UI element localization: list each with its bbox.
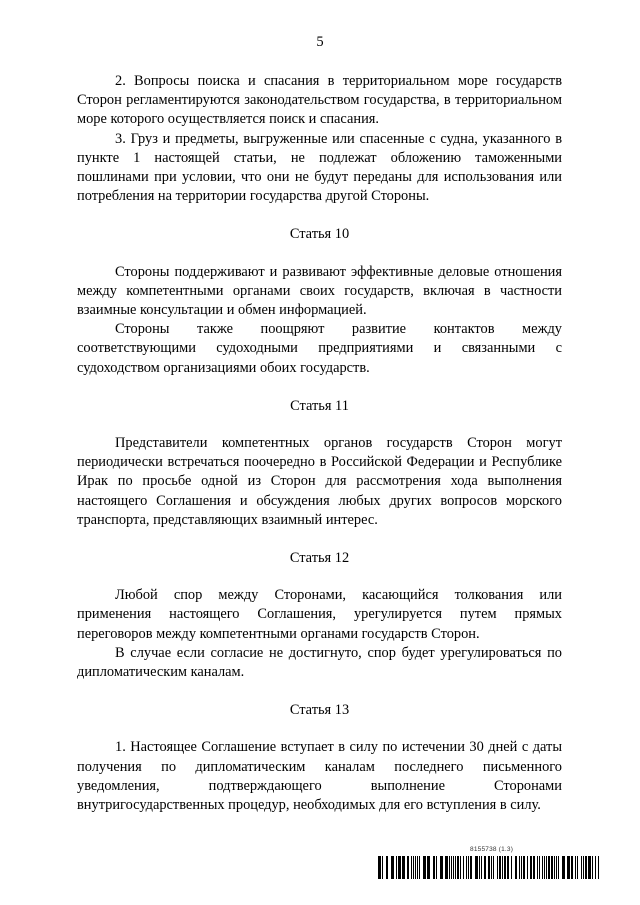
barcode-bar [457,856,459,879]
barcode-bar [468,856,469,879]
barcode-bar [470,856,472,879]
barcode-bar [558,856,559,879]
barcode-bar [548,856,550,879]
barcode-bar [539,856,540,879]
barcode-bar [542,856,543,879]
article-heading-13: Статья 13 [289,702,350,719]
article-heading-11: Статья 11 [290,397,349,414]
barcode-bar [382,856,383,879]
barcode-bar [571,856,573,879]
barcode-bar [475,856,478,879]
barcode-bar [554,856,555,879]
barcode-bar [511,856,512,879]
barcode-bar [515,856,517,879]
barcode-bar [519,856,520,879]
barcode-bar [427,856,430,879]
paragraph-article9-item3: 3. Груз и предметы, выгруженные или спасенные с судна, указанного в пункте 1 настоящей статьи, не подлежат обложению таможенными пошлинами при условии, что они не будут переданы для использования или потребления на территории государства другой Стороны. [77,130,562,205]
barcode-bar [463,856,464,879]
barcode-bar [391,856,394,879]
barcode-bar [440,856,443,879]
paragraph-article12-1: Любой спор между Сторонами, касающийся толкования или применения настоящего Соглашения, урегулируется путем прямых переговоров между компетентными органами государств Сторон. [77,587,562,642]
barcode-bar [527,856,528,879]
barcode-bar [551,856,553,879]
barcode-bar [493,856,494,879]
barcode-bar [423,856,426,879]
barcode-bar [530,856,532,879]
barcode-bar [592,856,593,879]
barcode-bar [455,856,456,879]
barcode-bar [413,856,414,879]
barcode-bar [546,856,547,879]
barcode-bar [562,856,565,879]
barcode-bar [556,856,557,879]
barcode-bar [453,856,454,879]
barcode-bar [537,856,538,879]
barcode-bar [407,856,409,879]
paragraph-article13-item1: 1. Настоящее Соглашение вступает в силу по истечении 30 дней с даты получения по дипломатическим каналам последнего письменного уведомления, подтверждающего выполнение Сторонами внутригосударственных процедур, необходимых для его вступления в силу. [77,739,562,814]
barcode-bar [521,856,522,879]
barcode-bar [386,856,388,879]
barcode-bar [466,856,467,879]
barcode-bar [436,856,437,879]
barcode-bar [585,856,587,879]
barcode-image [378,856,601,879]
barcode-bar [598,856,599,879]
document-code: 8155738 (1.3) [470,846,514,853]
barcode-bar [433,856,435,879]
paragraph-article11-1: Представители компетентных органов государств Сторон могут периодически встречаться поочередно в Российской Федерации и Республике Ирак по просьбе одной из Сторон для рассмотрения хода выполнения настоящего Соглашения и обсуждения любых других вопросов морского транспорта, представляющих взаимный интерес. [77,435,562,528]
barcode-bar [497,856,498,879]
barcode-bar [396,856,397,879]
barcode-bar [417,856,418,879]
barcode-bar [577,856,578,879]
barcode-bar [523,856,525,879]
barcode-bar [504,856,506,879]
paragraph-article10-1: Стороны поддерживают и развивают эффективные деловые отношения между компетентными органами своих государств, включая в частности взаимные консультации и обмен информацией. [77,263,562,319]
paragraph-article9-item2: 2. Вопросы поиска и спасания в территориальном море государств Сторон регламентируются законодательством государства, в территориальном море которого осуществляется поиск и спасания. [77,73,562,128]
barcode-bar [595,856,596,879]
barcode-bar [378,856,381,879]
barcode-bar [415,856,416,879]
page-number: 5 [316,34,324,50]
barcode-bar [398,856,401,879]
document-body [77,72,562,815]
barcode-bar [491,856,492,879]
barcode-bar [581,856,582,879]
barcode-bar [533,856,535,879]
barcode-bar [484,856,486,879]
barcode-bar [488,856,490,879]
barcode-bar [499,856,501,879]
barcode-bar [449,856,450,879]
barcode-bar [481,856,482,879]
article-heading-12: Статья 12 [289,550,350,567]
barcode-bar [445,856,448,879]
barcode-bar [479,856,480,879]
barcode-bar [507,856,509,879]
barcode-bar [460,856,461,879]
barcode-bar [583,856,584,879]
barcode-bar [502,856,503,879]
barcode-bar [575,856,576,879]
barcode-bar [402,856,405,879]
barcode-bar [419,856,420,879]
paragraph-article12-2: В случае если согласие не достигнуто, спор будет урегулироваться по дипломатическим каналам. [77,644,562,681]
paragraph-article10-2: Стороны также поощряют развитие контактов между соответствующими судоходными предприятиями и связанными с судоходством организациями обоих государств. [77,321,562,376]
barcode-bar [588,856,591,879]
barcode-bar [544,856,545,879]
barcode-bar [451,856,452,879]
article-heading-10: Статья 10 [289,226,350,243]
barcode-bar [411,856,412,879]
barcode-bar [567,856,570,879]
